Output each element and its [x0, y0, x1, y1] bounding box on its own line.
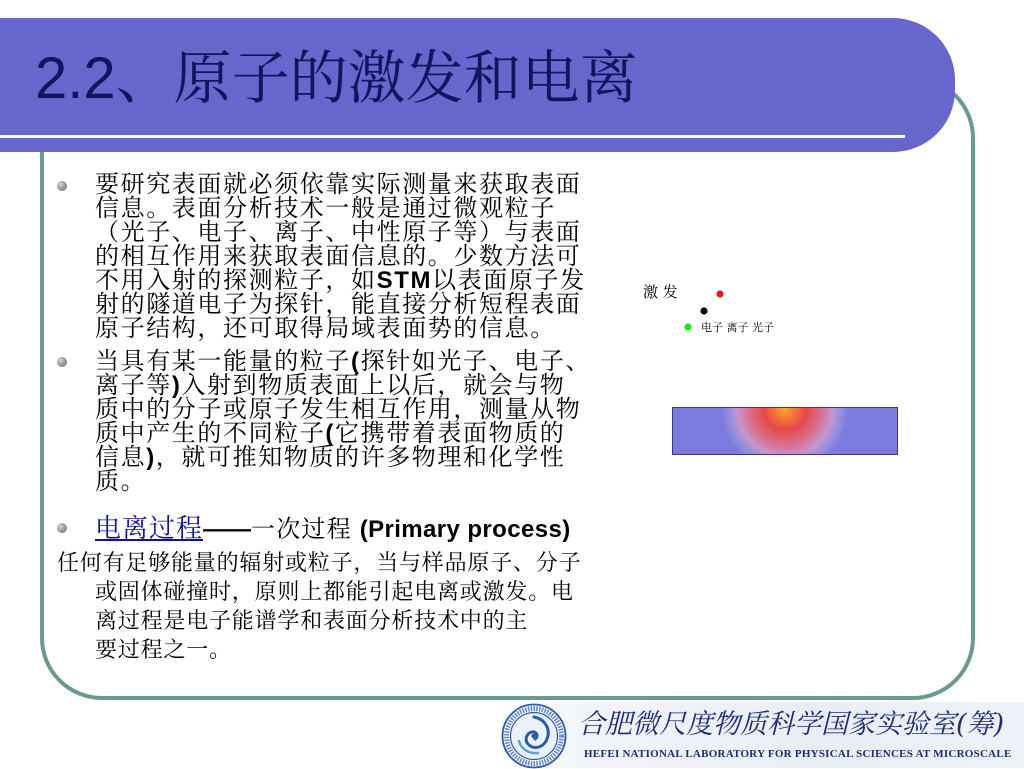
em-dash: —— [203, 516, 252, 543]
text-run: 信息 [95, 444, 147, 471]
excitation-label: 激 发 [643, 283, 678, 301]
lab-name-english: HEFEI NATIONAL LABORATORY FOR PHYSICAL SCIENCES AT MICROSCALE [584, 748, 1012, 760]
primary-process-text: 一次过程 [251, 516, 360, 543]
excitation-diagram [630, 270, 910, 470]
slide-title: 2.2、原子的激发和电离 [35, 46, 638, 111]
bullet-2-line [95, 350, 591, 374]
bullet-2-line [95, 446, 591, 470]
title-bar [0, 18, 955, 152]
text-run: 入射到物质表面上以后，就会与物 [181, 372, 566, 399]
title-underline [0, 135, 905, 138]
text-run: ，就可推知物质的许多物理和化学性 [155, 444, 566, 471]
bullet-1-line: 原子结构，还可取得局域表面势的信息。 [95, 315, 556, 342]
paren: ) [146, 444, 156, 471]
paren: ( [325, 420, 335, 447]
paragraph-line: 或固体碰撞时，原则上都能引起电离或激发。电 [95, 579, 574, 604]
ionization-process-link[interactable]: 电离过程 [95, 513, 204, 543]
black-particle-dot [700, 307, 707, 314]
paragraph-line: 任何有足够能量的辐射或粒子，当与样品原子、分子 [57, 550, 582, 575]
paren: ) [171, 372, 182, 399]
text-run: 探针如光子、电子、 [360, 348, 591, 375]
text-run: 质中产生的不同粒子 [95, 420, 326, 447]
ionization-paragraph [57, 548, 581, 664]
bullet-1-line: 射的隧道电子为探针，能直接分析短程表面 [95, 291, 582, 318]
text-run: 离子等 [95, 372, 172, 399]
bullet-icon [57, 357, 67, 367]
bullet-icon [57, 181, 67, 191]
text-run: 它携带着表面物质的 [335, 420, 566, 447]
bullet-icon [57, 523, 67, 533]
lab-logo [500, 702, 1024, 768]
paragraph-line: 离过程是电子能谱学和表面分析技术中的主 [95, 608, 529, 633]
text-run: 不用入射的探测粒子，如 [95, 267, 377, 294]
bullet-2-text [95, 350, 591, 494]
paren: ( [351, 348, 361, 375]
bullet-1-text [95, 173, 586, 341]
text-run: 当具有某一能量的粒子 [95, 348, 351, 375]
bullet-1-line: 信息。表面分析技术一般是通过微观粒子 [95, 195, 556, 222]
primary-process-english: (Primary process) [359, 516, 571, 543]
red-particle-dot [716, 290, 723, 297]
bullet-1-line: 的相互作用来获取表面信息的。少数方法可 [95, 243, 582, 270]
particles-label: 电子 离子 光子 [701, 321, 774, 334]
bullet-2-line: 质中的分子或原子发生相互作用，测量从物 [95, 396, 582, 423]
excitation-glow [719, 343, 851, 470]
bullet-1-line: （光子、电子、离子、中性原子等）与表面 [95, 219, 582, 246]
seal-center [532, 734, 537, 739]
bullet-1-line [95, 269, 586, 293]
stm-term: STM [376, 267, 433, 294]
bullet-3-text [95, 514, 571, 544]
bullet-2-line [95, 374, 591, 398]
circular-seal-icon [501, 703, 567, 769]
green-particle-dot [684, 323, 691, 330]
text-run: 以表面原子发 [432, 267, 586, 294]
bullet-1-line: 要研究表面就必须依靠实际测量来获取表面 [95, 171, 582, 198]
bullet-2-line: 质。 [95, 468, 147, 495]
bullet-2-line [95, 422, 591, 446]
lab-name-chinese: 合肥微尺度物质科学国家实验室(筹) [578, 709, 1005, 740]
paragraph-line: 要过程之一。 [95, 637, 232, 662]
